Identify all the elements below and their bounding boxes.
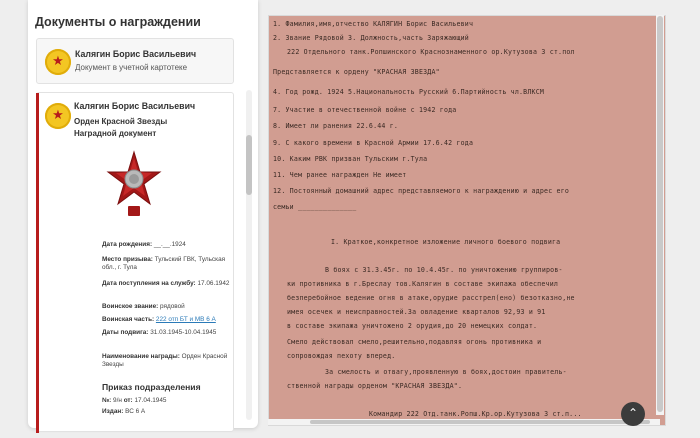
doc-line: 222 Отдельного танк.Ропшинского Краснознаменного ор.Кутузова 3 ст.пол: [287, 48, 575, 56]
scroll-up-button[interactable]: [621, 402, 645, 426]
scanned-document: [269, 16, 666, 426]
doc-line: семьи ______________: [273, 203, 357, 211]
panel-title: Документы о награждении: [35, 15, 201, 29]
doc-line: ки противника в г.Бреслау тов.Калягин в составе экипажа обеспечил: [287, 280, 559, 288]
active-card-marker: [36, 93, 39, 433]
medal-icon: [45, 103, 71, 129]
field-birth-date: Дата рождения: __.__.1924: [102, 241, 186, 248]
doc-line: ственной награды орденом "КРАСНАЯ ЗВЕЗДА".: [287, 382, 463, 390]
doc-line: За смелость и отвагу,проявленную в боях,достоин правитель-: [325, 368, 567, 376]
doc-line: 12. Постоянный домашний адрес представляемого к награждению и адрес его: [273, 187, 570, 195]
field-rank: Воинское звание: рядовой: [102, 303, 185, 310]
doc-line: 4. Год рожд. 1924 5.Национальность Русский 6.Партийность чл.ВЛКСМ: [273, 88, 545, 96]
doc-line: в составе экипажа уничтожено 2 орудия,до 20 немецких солдат.: [287, 322, 538, 330]
document-viewer[interactable]: [268, 15, 666, 426]
doc-line: 7. Участие в отечественной войне с 1942 года: [273, 106, 457, 114]
card-doc-type: Документ в учетной картотеке: [75, 63, 188, 72]
order-section-title: Приказ подразделения: [102, 382, 201, 392]
field-service-start: Дата поступления на службу: 17.06.1942: [102, 280, 230, 287]
doc-line: 2. Звание Рядовой 3. Должность,часть Заряжающий: [273, 34, 469, 42]
doc-line: 8. Имеет ли ранения 22.6.44 г.: [273, 122, 399, 130]
award-card-record[interactable]: [36, 38, 234, 84]
viewer-horizontal-scrollbar-thumb[interactable]: [310, 420, 650, 424]
card-person-name: Калягин Борис Васильевич: [74, 101, 196, 111]
field-order-issuer: Издан: ВС 6 А: [102, 408, 146, 415]
card-doc-type: Наградной документ: [74, 129, 157, 138]
doc-line: I. Краткое,конкретное изложение личного боевого подвига: [331, 238, 561, 246]
field-order-number: №: 9/н от: 17.04.1945: [102, 397, 167, 404]
doc-line: имея осечек и неисправностей.За овладение кварталов 92,93 и 91: [287, 308, 546, 316]
doc-line: сопровождая пехоту вперед.: [287, 352, 396, 360]
medal-icon: [45, 49, 71, 75]
doc-line: Смело действовал смело,решительно,подавляя огонь противника и: [287, 338, 542, 346]
unit-link[interactable]: 222 отп БТ и МВ 6 А: [155, 316, 216, 323]
doc-line: Представляется к ордену "КРАСНАЯ ЗВЕЗДА": [273, 68, 440, 76]
sidebar-scrollbar-thumb[interactable]: [246, 135, 252, 195]
field-award-name: Наименование награды: Орден Красной Звезды: [102, 353, 228, 368]
doc-line: безперебойное ведение огня в атаке,орудие расстрел(ено) безотказно,не: [287, 294, 575, 302]
viewer-vertical-scrollbar-thumb[interactable]: [657, 16, 663, 412]
field-feat-dates: Даты подвига: 31.03.1945-10.04.1945: [102, 329, 217, 336]
doc-line: 10. Каким РВК призван Тульским г.Тула: [273, 155, 428, 163]
card-person-name: Калягин Борис Васильевич: [75, 49, 197, 59]
doc-line: 11. Чем ранее награжден Не имеет: [273, 171, 407, 179]
card-award-name: Орден Красной Звезды: [74, 117, 168, 126]
doc-line: В боях с 31.3.45г. по 10.4.45г. по уничтожению группиров-: [325, 266, 563, 274]
red-star-order-icon: [106, 150, 162, 222]
doc-line: 1. Фамилия,имя,отчество КАЛЯГИН Борис Васильевич: [273, 20, 474, 28]
doc-line: Командир 222 Отд.танк.Ропш.Кр.ор.Кутузова 3 ст.п...: [369, 410, 582, 418]
chevron-up-icon: ⌃: [627, 406, 639, 420]
field-unit: Воинская часть: 222 отп БТ и МВ 6 А: [102, 316, 216, 323]
doc-line: 9. С какого времени в Красной Армии 17.6.42 года: [273, 139, 474, 147]
field-draft-place: Место призыва: Тульский ГВК, Тульская обл., г. Тула: [102, 256, 226, 271]
